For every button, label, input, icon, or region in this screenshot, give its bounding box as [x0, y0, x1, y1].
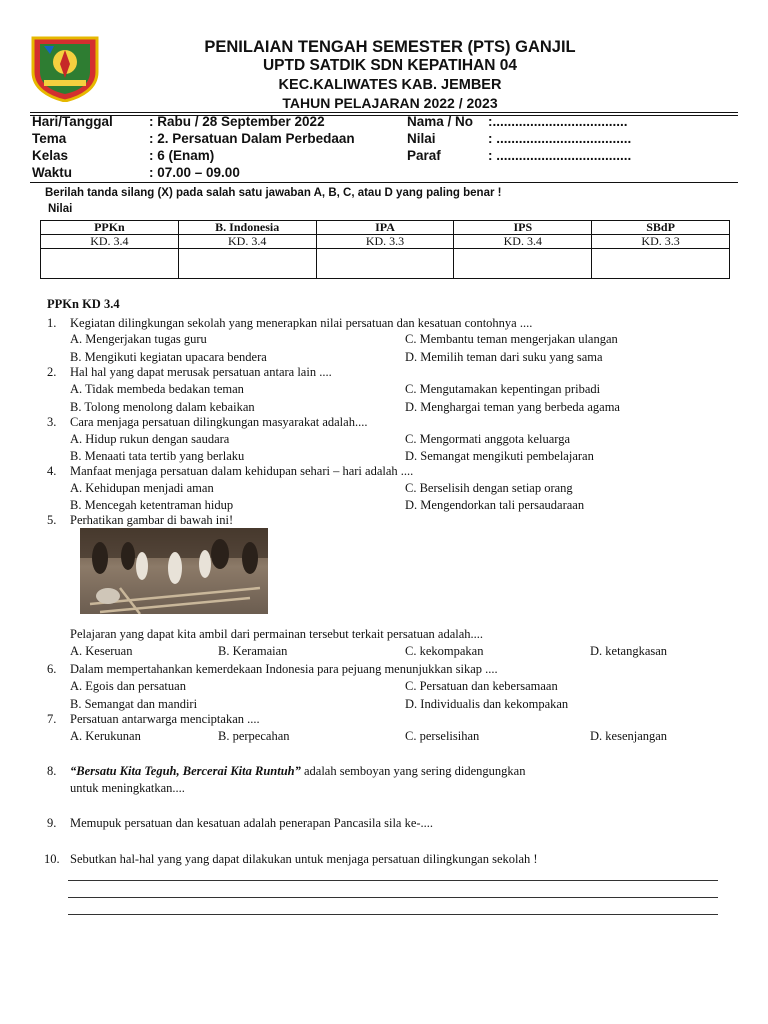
option-c[interactable]: C. Mengutamakan kepentingan pribadi	[405, 382, 601, 396]
nilai-title: Nilai	[48, 203, 73, 215]
nilai-label: Nilai	[407, 131, 436, 146]
option-b[interactable]: B. Mengikuti kegiatan upacara bendera	[70, 350, 267, 364]
option-d[interactable]: D. Menghargai teman yang berbeda agama	[405, 400, 620, 414]
question-number: 5.	[47, 513, 57, 527]
exam-title: PENILAIAN TENGAH SEMESTER (PTS) GANJIL	[204, 38, 576, 56]
option-a[interactable]: A. Kehidupan menjadi aman	[70, 481, 214, 495]
question-text: Perhatikan gambar di bawah ini!	[70, 513, 234, 527]
option-c[interactable]: C. Berselisih dengan setiap orang	[405, 481, 573, 495]
option-a[interactable]: A. Kerukunan	[70, 729, 141, 743]
question-number: 9.	[47, 816, 57, 830]
subject-header: B. Indonesia	[178, 221, 316, 235]
subject-header: IPA	[316, 221, 454, 235]
question-followup: Pelajaran yang dapat kita ambil dari permainan tersebut terkait persatuan adalah....	[70, 627, 484, 641]
question-text: Persatuan antarwarga menciptakan ....	[70, 712, 260, 726]
question-text-rest: adalah semboyan yang sering didengungkan	[300, 764, 526, 778]
school-name: UPTD SATDIK SDN KEPATIHAN 04	[262, 57, 518, 74]
score-cell[interactable]	[454, 249, 592, 279]
question-text: Sebutkan hal-hal yang yang dapat dilakukan untuk menjaga persatuan dilingkungan sekolah !	[70, 852, 538, 866]
option-c[interactable]: C. kekompakan	[405, 644, 484, 658]
hari-label: Hari/Tanggal	[32, 114, 113, 129]
option-b[interactable]: B. Tolong menolong dalam kebaikan	[70, 400, 255, 414]
question-number: 6.	[47, 662, 57, 676]
header-divider-bottom	[30, 115, 738, 116]
kd-cell: KD. 3.3	[316, 235, 454, 249]
option-a[interactable]: A. Keseruan	[70, 644, 133, 658]
subject-header: PPKn	[41, 221, 179, 235]
option-b[interactable]: B. perpecahan	[218, 729, 290, 743]
option-b[interactable]: B. Keramaian	[218, 644, 288, 658]
waktu-label: Waktu	[32, 165, 72, 180]
answer-line[interactable]	[68, 914, 718, 915]
option-d[interactable]: D. Individualis dan kekompakan	[405, 697, 569, 711]
academic-year: TAHUN PELAJARAN 2022 / 2023	[282, 95, 498, 111]
bamboo-game-photo	[80, 528, 268, 614]
score-table	[40, 220, 730, 279]
question-text	[70, 763, 525, 779]
option-b[interactable]: B. Menaati tata tertib yang berlaku	[70, 449, 245, 463]
question-text: Manfaat menjaga persatuan dalam kehidupan sehari – hari adalah ....	[70, 464, 414, 478]
question-text: Hal hal yang dapat merusak persatuan antara lain ....	[70, 365, 332, 379]
tema-label: Tema	[32, 131, 67, 146]
waktu-value: : 07.00 – 09.00	[149, 165, 240, 180]
option-d[interactable]: D. Mengendorkan tali persaudaraan	[405, 498, 585, 512]
option-c[interactable]: C. Persatuan dan kebersamaan	[405, 679, 558, 693]
question-text: Cara menjaga persatuan dilingkungan masyarakat adalah....	[70, 415, 368, 429]
info-divider	[30, 182, 738, 183]
instruction-text: Berilah tanda silang (X) pada salah satu jawaban A, B, C, atau D yang paling benar !	[45, 187, 502, 199]
option-b[interactable]: B. Mencegah ketentraman hidup	[70, 498, 234, 512]
question-text-continued: untuk meningkatkan....	[70, 781, 185, 795]
subject-header: SBdP	[592, 221, 730, 235]
subject-header: IPS	[454, 221, 592, 235]
option-a[interactable]: A. Mengerjakan tugas guru	[70, 332, 207, 346]
score-cell[interactable]	[41, 249, 179, 279]
hari-value: : Rabu / 28 September 2022	[149, 114, 325, 129]
option-a[interactable]: A. Tidak membeda bedakan teman	[70, 382, 244, 396]
question-number: 8.	[47, 764, 57, 778]
answer-line[interactable]	[68, 897, 718, 898]
question-number: 4.	[47, 464, 57, 478]
nilai-field[interactable]: : ....................................	[488, 131, 632, 146]
option-d[interactable]: D. ketangkasan	[590, 644, 668, 658]
paraf-label: Paraf	[407, 148, 441, 163]
option-b[interactable]: B. Semangat dan mandiri	[70, 697, 198, 711]
school-location: KEC.KALIWATES KAB. JEMBER	[278, 77, 502, 93]
motto-quote: “Bersatu Kita Teguh, Bercerai Kita Runtuh”	[70, 764, 301, 778]
option-c[interactable]: C. perselisihan	[405, 729, 480, 743]
nama-label: Nama / No	[407, 114, 474, 129]
option-a[interactable]: A. Egois dan persatuan	[70, 679, 186, 693]
kd-cell: KD. 3.3	[592, 235, 730, 249]
kd-cell: KD. 3.4	[178, 235, 316, 249]
score-cell[interactable]	[592, 249, 730, 279]
section-title: PPKn KD 3.4	[47, 297, 120, 311]
tema-value: : 2. Persatuan Dalam Perbedaan	[149, 131, 355, 146]
kelas-label: Kelas	[32, 148, 69, 163]
question-text: Memupuk persatuan dan kesatuan adalah penerapan Pancasila sila ke-....	[70, 816, 434, 830]
question-text: Kegiatan dilingkungan sekolah yang menerapkan nilai persatuan dan kesatuan contohnya ....	[70, 316, 533, 330]
score-cell[interactable]	[316, 249, 454, 279]
answer-line[interactable]	[68, 880, 718, 881]
question-number: 7.	[47, 712, 57, 726]
question-number: 3.	[47, 415, 57, 429]
question-text: Dalam mempertahankan kemerdekaan Indonesia para pejuang menunjukkan sikap ....	[70, 662, 498, 676]
kd-cell: KD. 3.4	[41, 235, 179, 249]
score-cell[interactable]	[178, 249, 316, 279]
option-c[interactable]: C. Membantu teman mengerjakan ulangan	[405, 332, 618, 346]
nama-field[interactable]: :....................................	[488, 114, 628, 129]
header-divider-top	[30, 112, 738, 113]
school-emblem-icon	[30, 34, 100, 102]
kd-cell: KD. 3.4	[454, 235, 592, 249]
question-number: 10.	[44, 852, 60, 866]
question-number: 1.	[47, 316, 57, 330]
paraf-field[interactable]: : ....................................	[488, 148, 632, 163]
option-d[interactable]: D. Memilih teman dari suku yang sama	[405, 350, 603, 364]
question-number: 2.	[47, 365, 57, 379]
option-c[interactable]: C. Mengormati anggota keluarga	[405, 432, 571, 446]
kelas-value: : 6 (Enam)	[149, 148, 215, 163]
option-d[interactable]: D. Semangat mengikuti pembelajaran	[405, 449, 594, 463]
option-d[interactable]: D. kesenjangan	[590, 729, 668, 743]
option-a[interactable]: A. Hidup rukun dengan saudara	[70, 432, 230, 446]
